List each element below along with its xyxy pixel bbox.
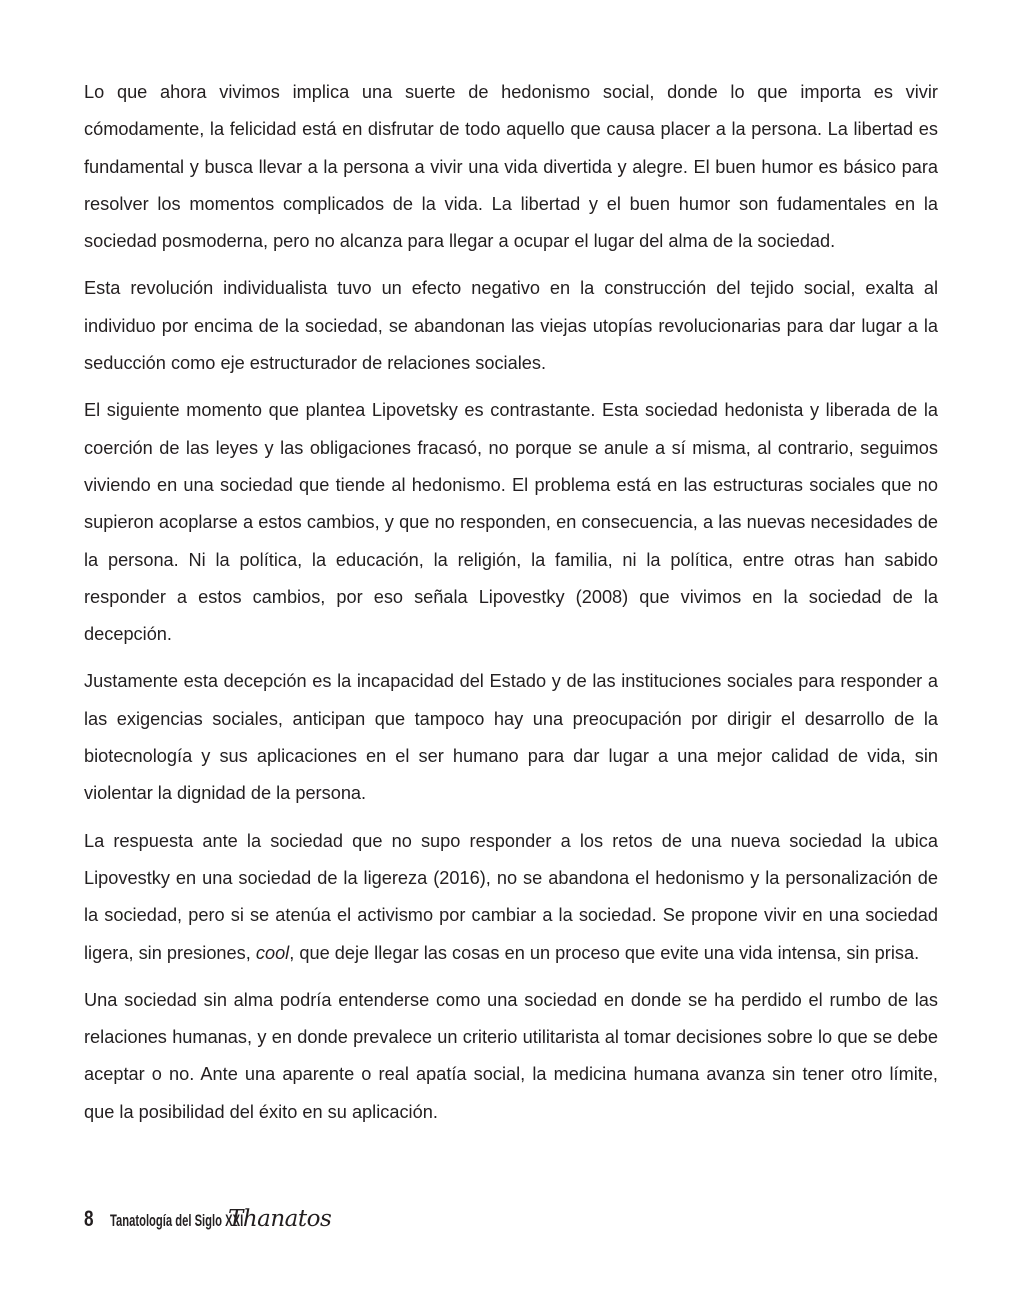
paragraph-6: Una sociedad sin alma podría entenderse como una sociedad en donde se ha perdido el rumbo de las relaciones humanas, y en donde prevalece un criterio utilitarista al tomar decisiones sobre lo que se debe aceptar o no. Ante una aparente o real apatía social, la medicina humana avanza sin tener otro límite, que la posibilidad del éxito en su aplicación. bbox=[84, 989, 938, 1122]
paragraph-5-italic-term: cool bbox=[255, 942, 290, 963]
paragraph-5 bbox=[84, 823, 938, 972]
article-body bbox=[84, 74, 938, 1141]
page-number: 8 bbox=[84, 1206, 94, 1231]
paragraph-5-text-before: La respuesta ante la sociedad que no supo responder a los retos de una nueva sociedad la ubica Lipovestky en una sociedad de la ligereza (2016), no se abandona el hedonismo y la personalización de la sociedad, pero si se atenúa el activismo por cambiar a la sociedad. Se propone vivir en una sociedad ligera, sin presiones, bbox=[84, 830, 938, 963]
page-footer bbox=[84, 1206, 331, 1246]
paragraph-5-text-after: , que deje llegar las cosas en un proceso que evite una vida intensa, sin prisa. bbox=[289, 942, 920, 963]
paragraph-3: El siguiente momento que plantea Lipovetsky es contrastante. Esta sociedad hedonista y liberada de la coerción de las leyes y las obligaciones fracasó, no porque se anule a sí misma, al contrario, seguimos viviendo en una sociedad que tiende al hedonismo. El problema está en las estructuras sociales que no supieron acoplarse a estos cambios, y que no responden, en consecuencia, a las nuevas necesidades de la persona. Ni la política, la educación, la religión, la familia, ni la política, entre otras han sabido responder a estos cambios, por eso señala Lipovestky (2008) que vivimos en la sociedad de la decepción. bbox=[84, 400, 938, 645]
journal-name: Tanatología del Siglo XXI bbox=[110, 1211, 244, 1230]
paragraph-2: Esta revolución individualista tuvo un efecto negativo en la construcción del tejido social, exalta al individuo por encima de la sociedad, se abandonan las viejas utopías revolucionarias para dar lugar a la seducción como eje estructurador de relaciones sociales. bbox=[84, 278, 938, 374]
thanatos-logo: Thanatos bbox=[228, 1206, 332, 1232]
paragraph-1: Lo que ahora vivimos implica una suerte de hedonismo social, donde lo que importa es vivir cómodamente, la felicidad está en disfrutar de todo aquello que causa placer a la persona. La libertad es fundamental y busca llevar a la persona a vivir una vida divertida y alegre. El buen humor es básico para resolver los momentos complicados de la vida. La libertad y el buen humor son fudamentales en la sociedad posmoderna, pero no alcanza para llegar a ocupar el lugar del alma de la sociedad. bbox=[84, 82, 938, 252]
paragraph-4: Justamente esta decepción es la incapacidad del Estado y de las instituciones sociales para responder a las exigencias sociales, anticipan que tampoco hay una preocupación por dirigir el desarrollo de la biotecnología y sus aplicaciones en el ser humano para dar lugar a una mejor calidad de vida, sin violentar la dignidad de la persona. bbox=[84, 671, 938, 804]
